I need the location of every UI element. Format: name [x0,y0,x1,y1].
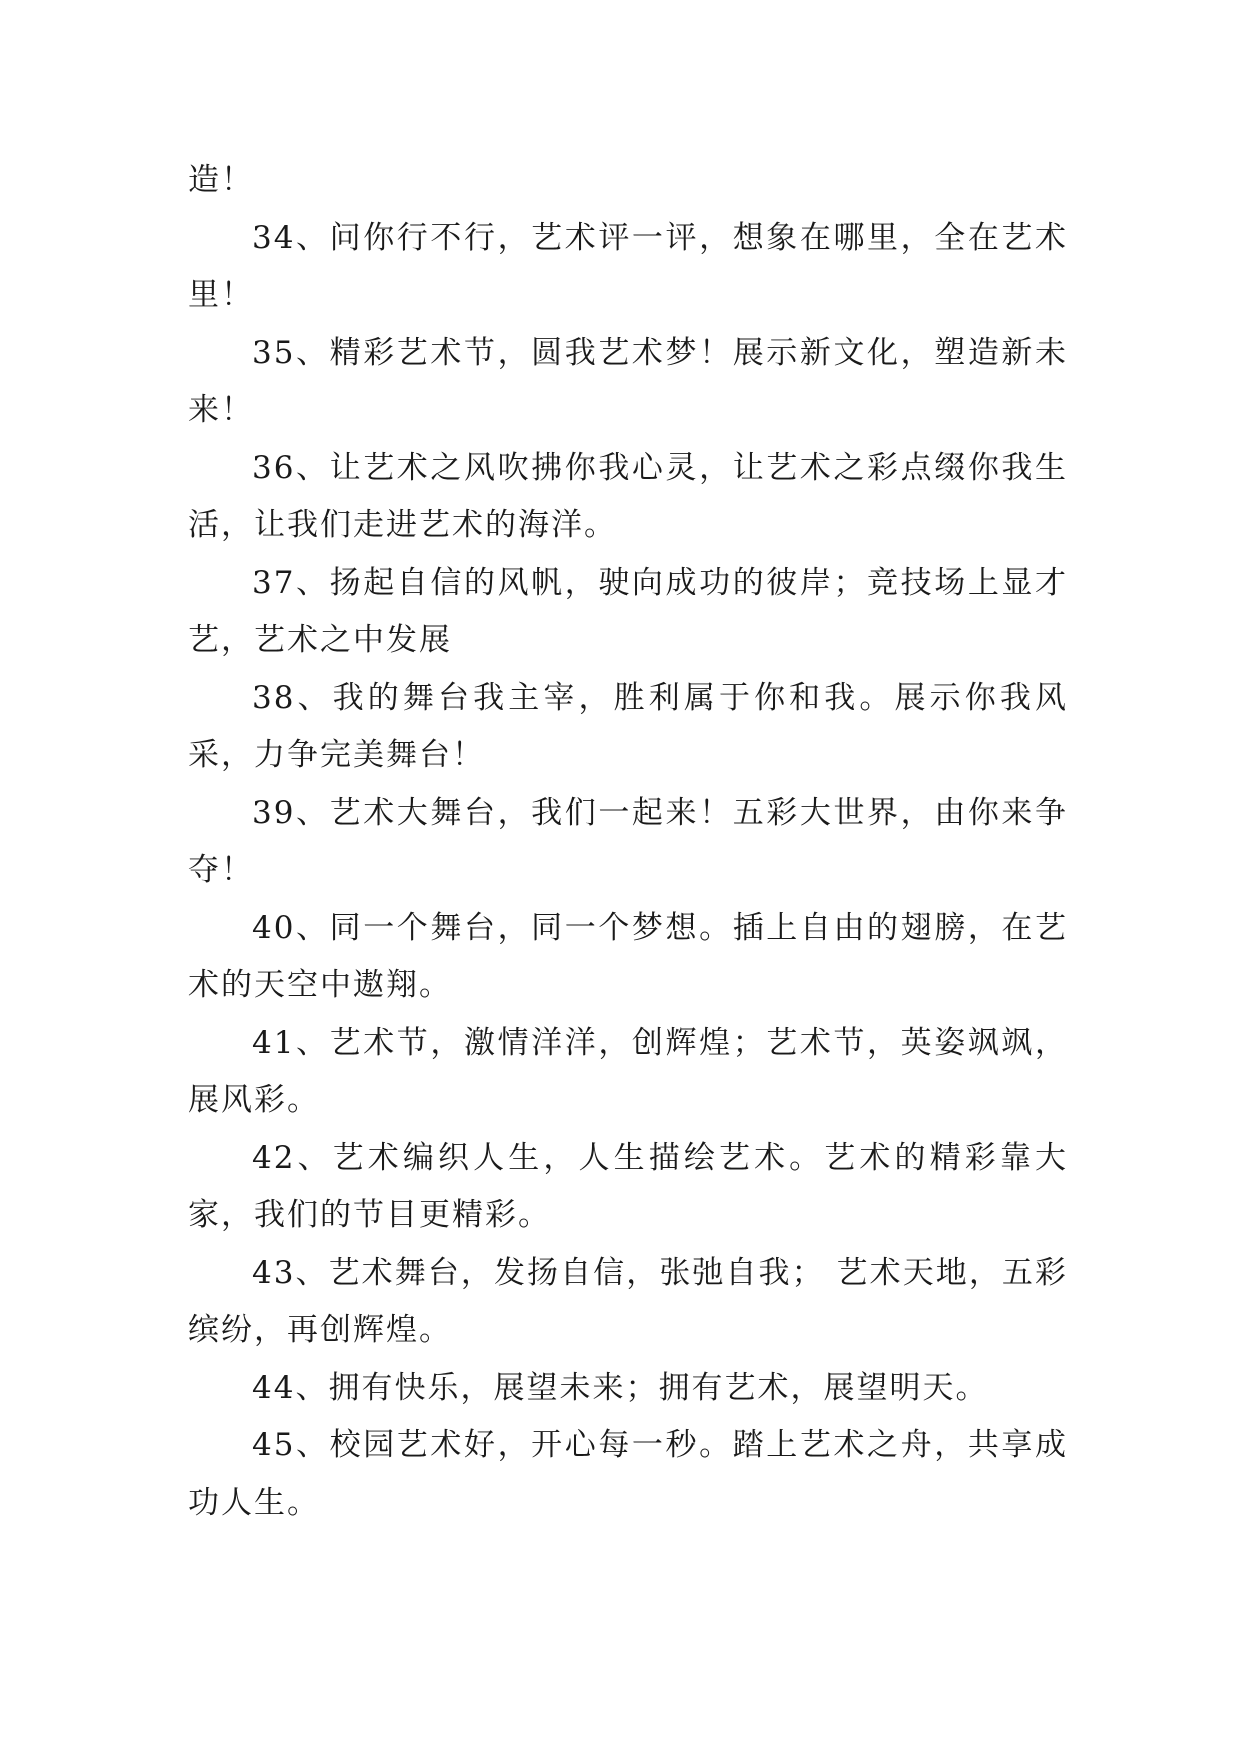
paragraph-42: 42、艺术编织人生，人生描绘艺术。艺术的精彩靠大家，我们的节目更精彩。 [188,1139,1068,1233]
paragraph-33-continuation: 造！ [188,162,254,198]
paragraph-45: 45、校园艺术好，开心每一秒。踏上艺术之舟，共享成功人生。 [188,1427,1068,1521]
paragraph-43: 43、艺术舞台，发扬自信，张弛自我； 艺术天地，五彩缤纷，再创辉煌。 [188,1254,1068,1348]
paragraph-34: 34、问你行不行，艺术评一评，想象在哪里，全在艺术里！ [188,219,1068,313]
paragraph-37: 37、扬起自信的风帆，驶向成功的彼岸；竞技场上显才艺，艺术之中发展 [188,564,1068,658]
document-body [188,152,1068,1532]
paragraph-38: 38、我的舞台我主宰，胜利属于你和我。展示你我风采，力争完美舞台！ [188,679,1068,773]
paragraph-36: 36、让艺术之风吹拂你我心灵，让艺术之彩点缀你我生活，让我们走进艺术的海洋。 [188,449,1068,543]
paragraph-35: 35、精彩艺术节，圆我艺术梦！展示新文化，塑造新未来！ [188,334,1068,428]
paragraph-39: 39、艺术大舞台，我们一起来！五彩大世界，由你来争夺！ [188,794,1068,888]
paragraph-44: 44、拥有快乐，展望未来；拥有艺术，展望明天。 [252,1369,989,1406]
paragraph-40: 40、同一个舞台，同一个梦想。插上自由的翅膀，在艺术的天空中遨翔。 [188,909,1068,1003]
paragraph-41: 41、艺术节，激情洋洋，创辉煌；艺术节，英姿飒飒，展风彩。 [188,1024,1068,1118]
